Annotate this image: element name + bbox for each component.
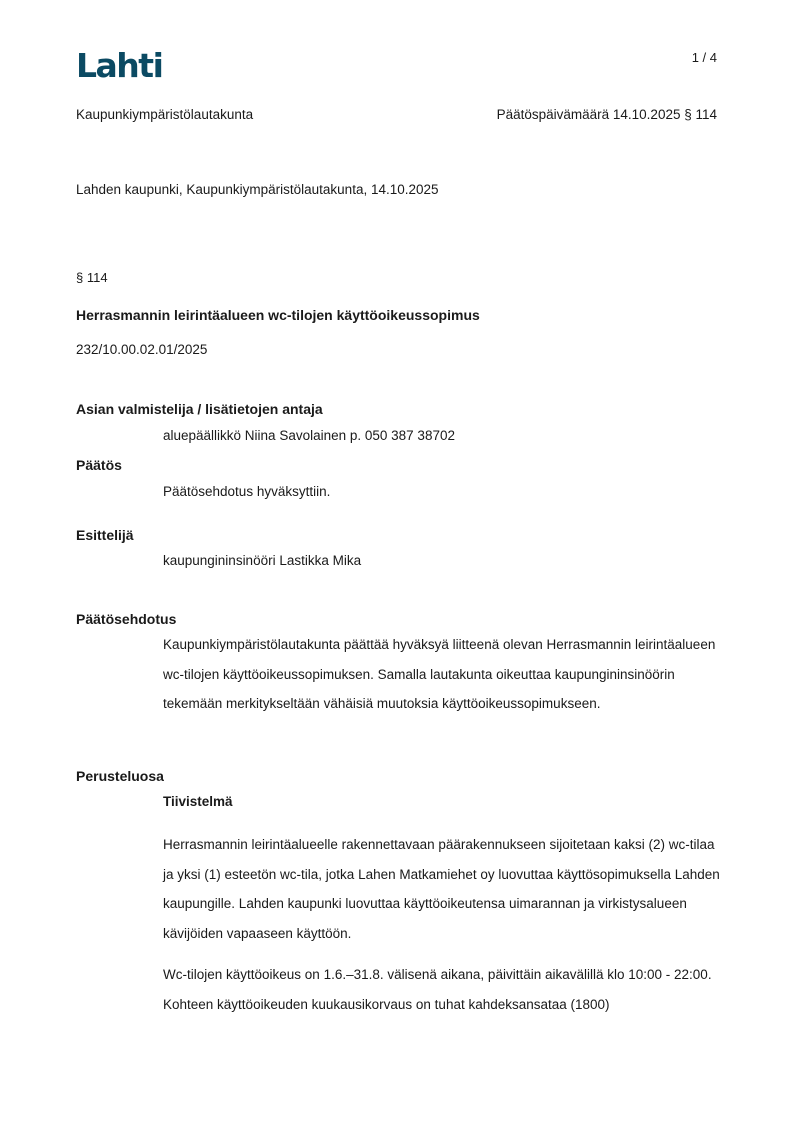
heading-preparer: Asian valmistelija / lisätietojen antaja (76, 401, 323, 417)
presenter-text: kaupungininsinööri Lastikka Mika (163, 553, 362, 568)
lahti-logo (76, 46, 168, 82)
diary-number: 232/10.00.02.01/2025 (76, 342, 208, 357)
meeting-line: Lahden kaupunki, Kaupunkiympäristölautakunta, 14.10.2025 (76, 182, 439, 197)
summary-paragraph-2: Wc-tilojen käyttöoikeus on 1.6.–31.8. välisenä aikana, päivittäin aikavälillä klo 10:00 - 22:00. Kohteen käyttöoikeuden kuukausikorvaus on tuhat kahdeksansataa (1800) (163, 967, 712, 1012)
header-decision-date: Päätöspäivämäärä 14.10.2025 § 114 (496, 107, 717, 122)
heading-decision: Päätös (76, 457, 122, 473)
summary-paragraph-1: Herrasmannin leirintäalueelle rakennettavaan päärakennukseen sijoitetaan kaksi (2) wc-tilaa ja yksi (1) esteetön wc-tila, jotka Lahen Matkamiehet oy luovuttaa käyttösopimuksella Lahden kaupungille. Lahden kaupunki luovuttaa käyttöoikeutensa uimarannan ja virkistysalueen kävijöiden vapaaseen käyttöön. (163, 837, 720, 941)
preparer-contact: aluepäällikkö Niina Savolainen p. 050 387 38702 (163, 428, 455, 443)
decision-text: Päätösehdotus hyväksyttiin. (163, 484, 331, 499)
heading-proposal: Päätösehdotus (76, 611, 177, 627)
heading-justification: Perusteluosa (76, 768, 164, 784)
header-committee: Kaupunkiympäristölautakunta (76, 107, 254, 122)
lahti-logo-text: Lahti (76, 46, 163, 82)
page-number: 1 / 4 (691, 50, 717, 65)
heading-presenter: Esittelijä (76, 527, 134, 543)
proposal-text: Kaupunkiympäristölautakunta päättää hyväksyä liitteenä olevan Herrasmannin leirintäalueen wc-tilojen käyttöoikeussopimuksen. Samalla lautakunta oikeuttaa kaupungininsinöörin tekemään merkitykseltään vähäisiä muutoksia käyttöoikeussopimukseen. (163, 637, 716, 711)
section-number: § 114 (76, 270, 108, 285)
document-title: Herrasmannin leirintäalueen wc-tilojen käyttöoikeussopimus (76, 307, 480, 323)
subheading-summary: Tiivistelmä (163, 794, 233, 809)
